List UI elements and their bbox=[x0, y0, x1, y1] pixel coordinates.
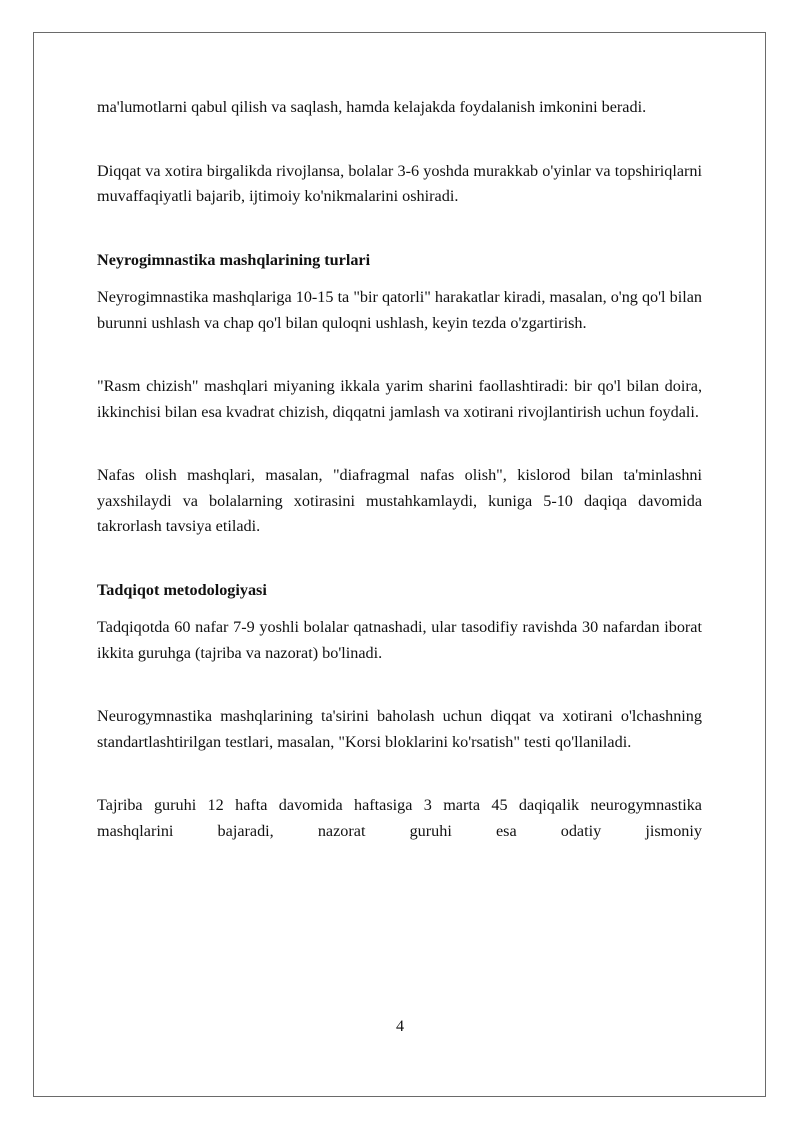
paragraph-study-participants: Tadqiqotda 60 nafar 7-9 yoshli bolalar qatnashadi, ular tasodifiy ravishda 30 nafardan iborat ikkita guruhga (tajriba va nazorat) bo'linadi. bbox=[97, 618, 702, 662]
paragraph-neurogymnastics-exercises: Neyrogimnastika mashqlariga 10-15 ta "bir qatorli" harakatlar kiradi, masalan, o'ng qo'l bilan burunni ushlash va chap qo'l bilan quloqni ushlash, keyin tezda o'zgartirish. bbox=[97, 288, 702, 332]
paragraph-assessment-tests: Neurogymnastika mashqlarining ta'sirini baholash uchun diqqat va xotirani o'lchashning standartlashtirilgan testlari, masalan, "Korsi bloklarini ko'rsatish" testi qo'llaniladi. bbox=[97, 707, 702, 751]
paragraph-experiment-group: Tajriba guruhi 12 hafta davomida haftasiga 3 marta 45 daqiqalik neurogymnastika mashqlarini bajaradi, nazorat guruhi esa odatiy jismoniy bbox=[97, 796, 702, 840]
page-number: 4 bbox=[395, 1017, 405, 1035]
section-heading-exercise-types: Neyrogimnastika mashqlarining turlari bbox=[97, 250, 371, 269]
paragraph-continuation: ma'lumotlarni qabul qilish va saqlash, hamda kelajakda foydalanish imkonini beradi. bbox=[97, 98, 647, 116]
paragraph-attention-memory: Diqqat va xotira birgalikda rivojlansa, bolalar 3-6 yoshda murakkab o'yinlar va topshiriqlarni muvaffaqiyatli bajarib, ijtimoiy ko'nikmalarini oshiradi. bbox=[97, 161, 702, 205]
section-heading-methodology: Tadqiqot metodologiyasi bbox=[97, 580, 267, 599]
paragraph-breathing-exercises: Nafas olish mashqlari, masalan, "diafragmal nafas olish", kislorod bilan ta'minlashni yaxshilaydi va bolalarning xotirasini mustahkamlaydi, kuniga 5-10 daqiqa davomida takrorlash tavsiya etiladi. bbox=[97, 466, 702, 535]
page-content bbox=[97, 95, 702, 844]
paragraph-drawing-exercises: "Rasm chizish" mashqlari miyaning ikkala yarim sharini faollashtiradi: bir qo'l bilan doira, ikkinchisi bilan esa kvadrat chizish, diqqatni jamlash va xotirani rivojlantirish uchun foydali. bbox=[97, 377, 702, 421]
